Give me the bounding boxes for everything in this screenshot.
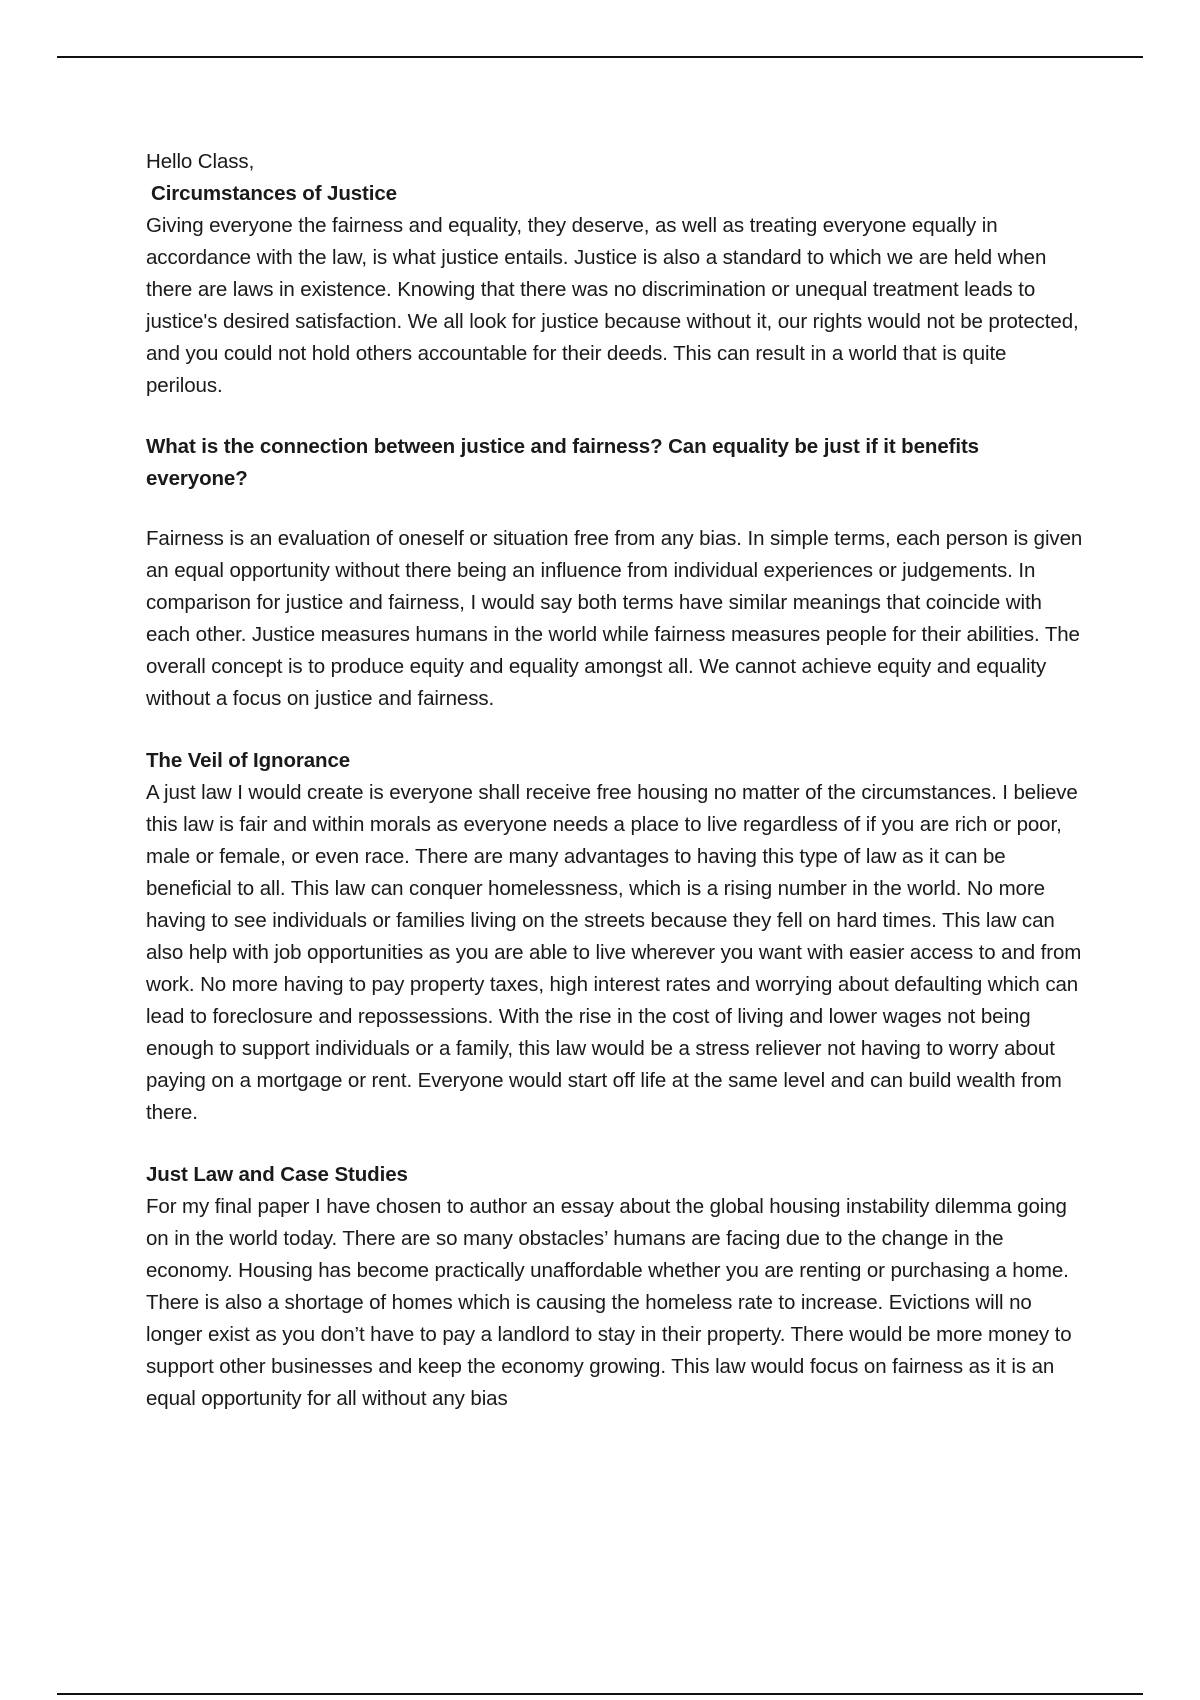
section-heading: The Veil of Ignorance [146, 749, 351, 772]
greeting: Hello Class, [146, 150, 255, 173]
section-just-law-and-case-studies [146, 1159, 1086, 1415]
section-heading: What is the connection between justice and fairness? Can equality be just if it benefits everyone? [146, 435, 979, 490]
section-justice-and-fairness-question [146, 431, 1086, 715]
section-heading: Circumstances of Justice [151, 182, 397, 205]
section-heading: Just Law and Case Studies [146, 1163, 408, 1186]
document-body [146, 146, 1086, 1415]
section-paragraph: A just law I would create is everyone shall receive free housing no matter of the circumstances. I believe this law is fair and within morals as everyone needs a place to live regardless of if you are rich or poor, male or female, or even race. There are many advantages to having this type of law as it can be beneficial to all. This law can conquer homelessness, which is a rising number in the world. No more having to see individuals or families living on the streets because they fell on hard times. This law can also help with job opportunities as you are able to live wherever you want with easier access to and from work. No more having to pay property taxes, high interest rates and worrying about defaulting which can lead to foreclosure and repossessions. With the rise in the cost of living and lower wages not being enough to support individuals or a family, this law would be a stress reliever not having to worry about paying on a mortgage or rent. Everyone would start off life at the same level and can build wealth from there. [146, 781, 1082, 1124]
section-circumstances-of-justice [146, 178, 1086, 402]
section-paragraph: For my final paper I have chosen to author an essay about the global housing instability dilemma going on in the world today. There are so many obstacles’ humans are facing due to the change in the economy. Housing has become practically unaffordable whether you are renting or purchasing a home. There is also a shortage of homes which is causing the homeless rate to increase. Evictions will no longer exist as you don’t have to pay a landlord to stay in their property. There would be more money to support other businesses and keep the economy growing. This law would focus on fairness as it is an equal opportunity for all without any bias [146, 1195, 1072, 1410]
footer-rule [57, 1693, 1143, 1695]
section-paragraph: Giving everyone the fairness and equality, they deserve, as well as treating everyone equally in accordance with the law, is what justice entails. Justice is also a standard to which we are held when there are laws in existence. Knowing that there was no discrimination or unequal treatment leads to justice's desired satisfaction. We all look for justice because without it, our rights would not be protected, and you could not hold others accountable for their deeds. This can result in a world that is quite perilous. [146, 214, 1079, 397]
section-paragraph: Fairness is an evaluation of oneself or situation free from any bias. In simple terms, each person is given an equal opportunity without there being an influence from individual experiences or judgements. In comparison for justice and fairness, I would say both terms have similar meanings that coincide with each other. Justice measures humans in the world while fairness measures people for their abilities. The overall concept is to produce equity and equality amongst all. We cannot achieve equity and equality without a focus on justice and fairness. [146, 527, 1083, 710]
header-rule [57, 56, 1143, 58]
section-veil-of-ignorance [146, 745, 1086, 1129]
